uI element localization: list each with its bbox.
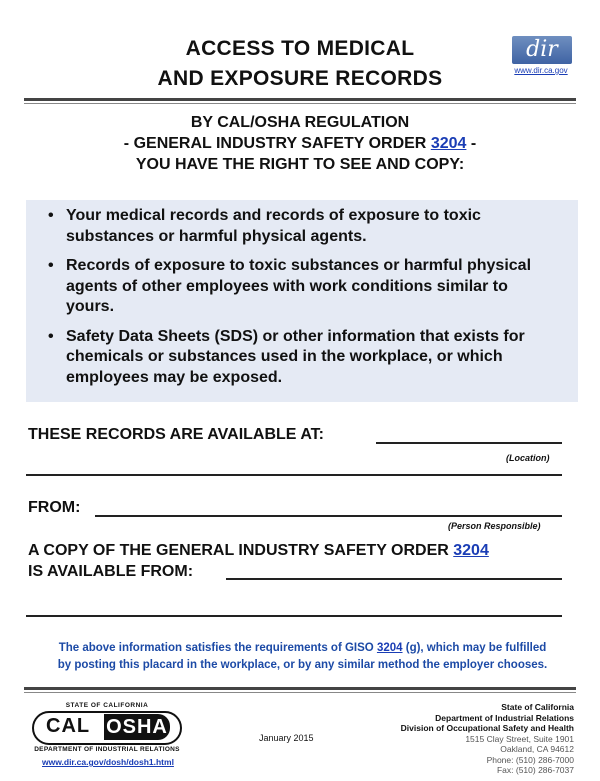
regulation-line-1: BY CAL/OSHA REGULATION bbox=[190, 114, 410, 131]
note-line-2: by posting this placard in the workplace, or by any similar method the employer chooses. bbox=[57, 659, 548, 671]
cal-osha-logo bbox=[32, 702, 182, 754]
copy-label-line-1: A COPY OF THE GENERAL INDUSTRY SAFETY ORDER 3204 bbox=[28, 542, 489, 559]
address-street: 1515 Clay Street, Suite 1901 bbox=[465, 733, 574, 744]
note-order-3204-link[interactable]: 3204 bbox=[376, 642, 403, 654]
dir-logo-text: dir bbox=[526, 37, 558, 62]
regulation-heading bbox=[40, 112, 560, 175]
copy-order-3204-link[interactable]: 3204 bbox=[453, 542, 489, 559]
order-3204-link[interactable]: 3204 bbox=[430, 135, 467, 152]
note-line-1: The above information satisfies the requirements of GISO 3204 (g), which may be fulfilled bbox=[58, 642, 547, 654]
copy-source-field-line-1[interactable] bbox=[226, 578, 562, 580]
location-field-line-2[interactable] bbox=[26, 474, 562, 476]
person-responsible-field-line[interactable] bbox=[95, 515, 562, 517]
revision-date: January 2015 bbox=[259, 733, 314, 743]
title-line-1: ACCESS TO MEDICAL bbox=[185, 37, 415, 60]
seal-top-text: STATE OF CALIFORNIA bbox=[65, 702, 149, 709]
address-division: Division of Occupational Safety and Health bbox=[400, 723, 574, 733]
location-caption: (Location) bbox=[506, 453, 550, 463]
agency-address bbox=[401, 702, 574, 776]
seal-osha-text: OSHA bbox=[104, 714, 170, 740]
dir-website-link[interactable]: www.dir.ca.gov bbox=[514, 66, 568, 75]
person-responsible-caption: (Person Responsible) bbox=[448, 521, 541, 531]
seal-bottom-text: DEPARTMENT OF INDUSTRIAL RELATIONS bbox=[34, 746, 180, 753]
copy-source-field-line-2[interactable] bbox=[26, 615, 562, 617]
requirements-note bbox=[30, 640, 575, 674]
top-divider-thin bbox=[24, 103, 576, 104]
regulation-line-2: - GENERAL INDUSTRY SAFETY ORDER 3204 - bbox=[123, 135, 477, 152]
dir-logo bbox=[508, 36, 574, 80]
available-at-label: THESE RECORDS ARE AVAILABLE AT: bbox=[28, 426, 325, 443]
from-label: FROM: bbox=[28, 499, 81, 516]
address-department: Department of Industrial Relations bbox=[435, 712, 574, 723]
bottom-divider bbox=[24, 687, 576, 690]
copy-label-line-2: IS AVAILABLE FROM: bbox=[28, 563, 194, 580]
address-city: Oakland, CA 94612 bbox=[500, 744, 574, 754]
rights-list bbox=[44, 206, 544, 397]
dosh-website-link[interactable]: www.dir.ca.gov/dosh/dosh1.html bbox=[42, 757, 174, 767]
rights-item-medical-records: • Your medical records and records of exposure to toxic substances or harmful physical agents. bbox=[44, 206, 544, 247]
rights-item-other-employees: • Records of exposure to toxic substances or harmful physical agents of other employees with work conditions similar to yours. bbox=[44, 256, 544, 318]
bottom-divider-thin bbox=[24, 692, 576, 693]
copy-available-label bbox=[28, 540, 568, 582]
address-fax: Fax: (510) 286-7037 bbox=[496, 765, 574, 775]
top-divider bbox=[24, 98, 576, 101]
title-line-2: AND EXPOSURE RECORDS bbox=[157, 67, 443, 90]
page-title bbox=[100, 34, 500, 94]
seal-cal-text: CAL bbox=[46, 715, 91, 737]
address-phone: Phone: (510) 286-7000 bbox=[486, 754, 574, 765]
rights-item-sds: • Safety Data Sheets (SDS) or other information that exists for chemicals or substances used in the workplace, or which employees may be exposed. bbox=[44, 327, 544, 389]
address-state: State of California bbox=[501, 702, 574, 712]
location-field-line-1[interactable] bbox=[376, 442, 562, 444]
regulation-line-3: YOU HAVE THE RIGHT TO SEE AND COPY: bbox=[135, 156, 465, 173]
